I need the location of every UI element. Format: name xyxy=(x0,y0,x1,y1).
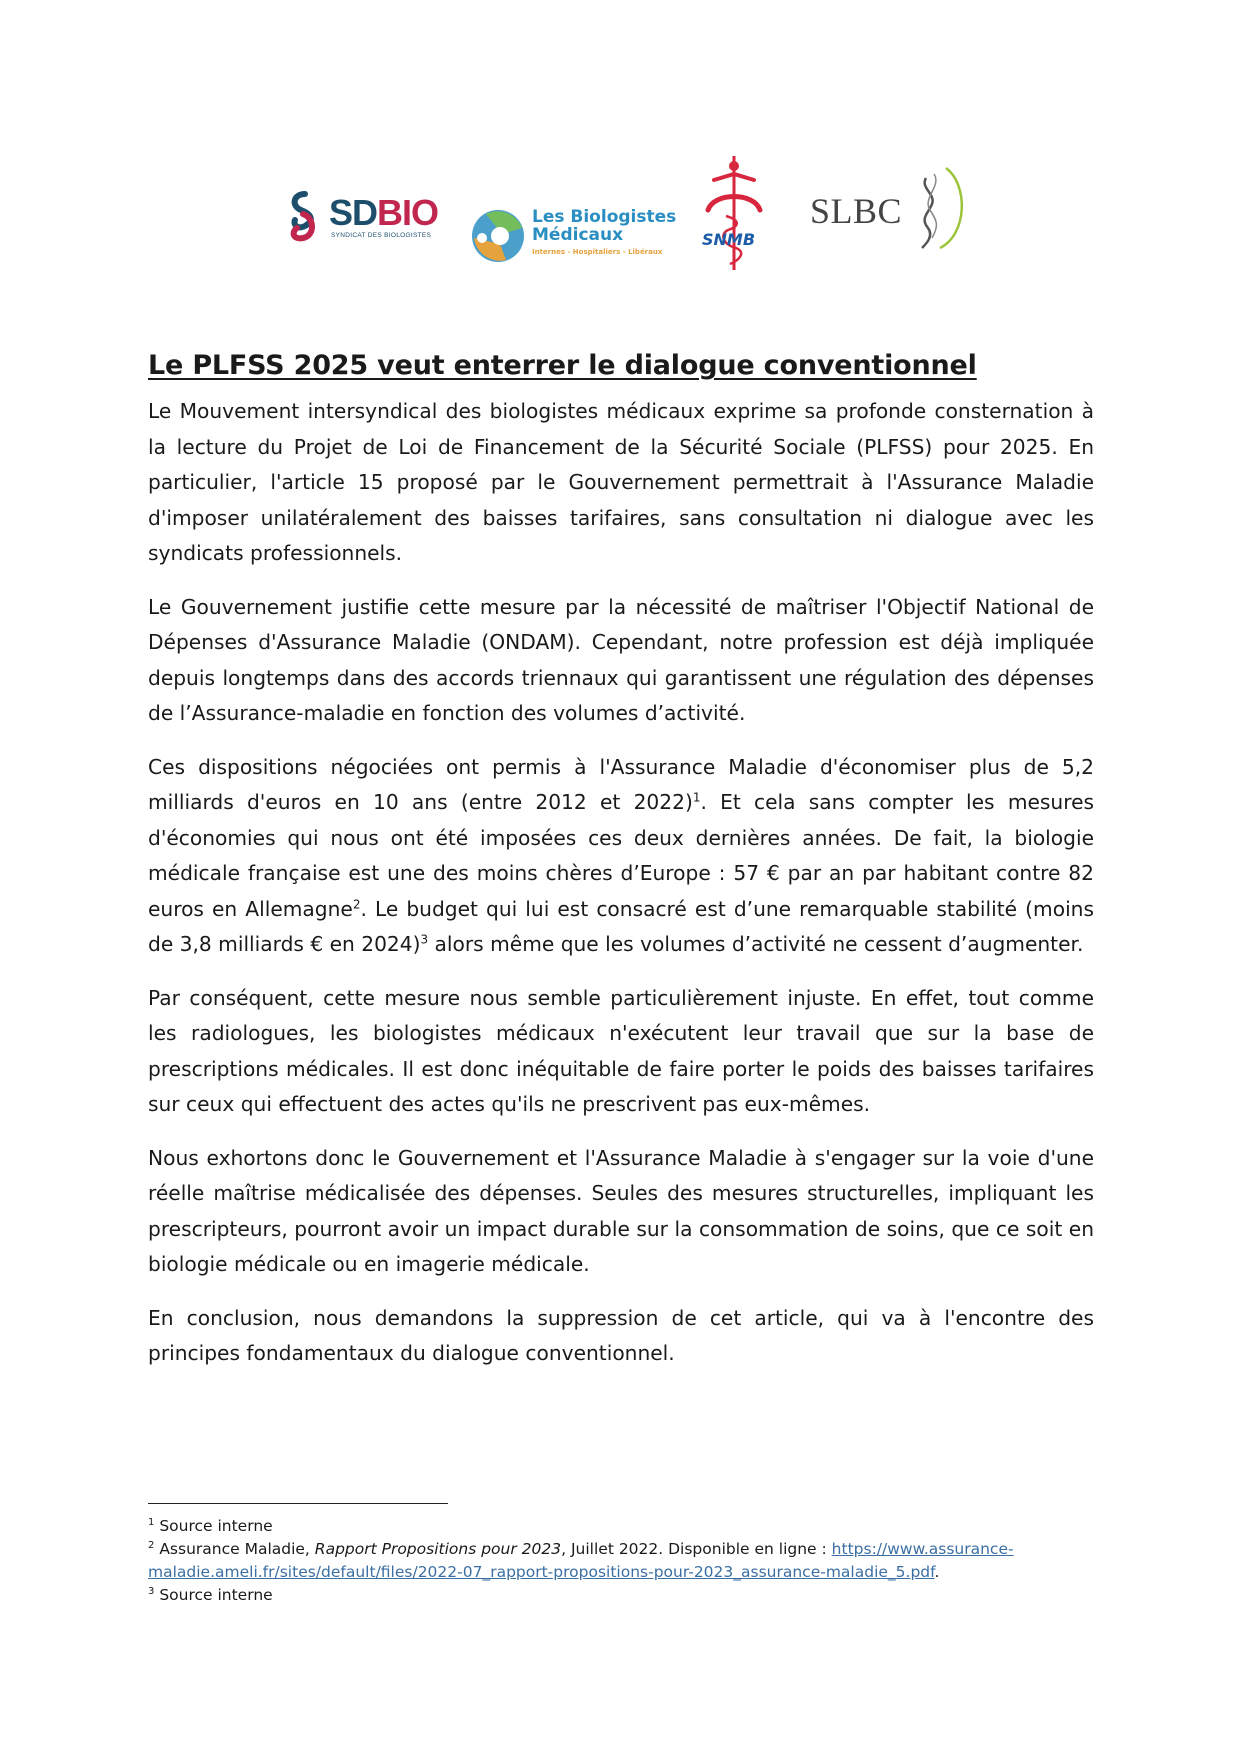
biologistes-subtitle: Internes - Hospitaliers - Libéraux xyxy=(532,248,663,256)
footnote-3: $^3$ Source interne xyxy=(148,1585,273,1604)
paragraph-1: Le Mouvement intersyndical des biologistes médicaux exprime sa profonde consternation à la lecture du Projet de Loi de Financement de la Sécurité Sociale (PLFSS) pour 2025. En particulier, l'article 15 proposé par le Gouvernement permettrait à l'Assurance Maladie d'imposer unilatéralement des baisses tarifaires, sans consultation ni dialogue avec les syndicats professionnels. xyxy=(148,399,1094,565)
footnote-1: $^1$ Source interne xyxy=(148,1516,273,1535)
snmb-logo xyxy=(700,152,770,276)
footnote-2-link[interactable]: https://www.assurance- maladie.ameli.fr/sites/default/files/2022-07_rapport-propositions-pour-2023_assurance-maladie_5.pdf xyxy=(148,1540,1014,1581)
paragraph-2: Le Gouvernement justifie cette mesure par la nécessité de maîtriser l'Objectif National de Dépenses d'Assurance Maladie (ONDAM). Cependant, notre profession est déjà impliquée depuis longtemps dans des accords triennaux qui garantissent une régulation des dépenses de l’Assurance-maladie en fonction des volumes d’activité. xyxy=(148,594,1094,725)
biologistes-medicaux-logo xyxy=(466,204,676,266)
biologistes-title: Les Biologistes Médicaux xyxy=(532,207,677,245)
sdbio-logo xyxy=(285,190,439,246)
paragraph-4: Par conséquent, cette mesure nous semble particulièrement injuste. En effet, tout comme les radiologues, les biologistes médicaux n'exécutent leur travail que sur la base de prescriptions médicales. Il est donc inéquitable de faire porter le poids des baisses tarifaires sur ceux qui effectuent des actes qu'ils ne prescrivent pas eux-mêmes. xyxy=(148,985,1094,1116)
snmb-caduceus-icon xyxy=(700,152,770,276)
footnotes xyxy=(148,1515,1094,1607)
paragraph-3: Ces dispositions négociées ont permis à l'Assurance Maladie d'économiser plus de 5,2 milliards d'euros en 10 ans (entre 2012 et 2022)$^1$. Et cela sans compter les mesures d'économies qui nous ont été imposées ces deux dernières années. De fait, la biologie médicale française est une des moins chères d’Europe : 57 € par an par habitant contre 82 euros en Allemagne$^2$. Le budget qui lui est consacré est d’une remarquable stabilité (moins de 3,8 milliards € en 2024)$^3$ alors même que les volumes d’activité ne cessent d’augmenter. xyxy=(148,754,1095,956)
slbc-logo xyxy=(810,164,970,254)
slbc-caduceus-icon xyxy=(906,164,970,254)
footnote-ref-1[interactable]: 1 xyxy=(692,790,701,805)
footnote-ref-3[interactable]: 3 xyxy=(420,932,429,947)
footnote-ref-2[interactable]: 2 xyxy=(352,896,361,911)
paragraph-5: Nous exhortons donc le Gouvernement et l'Assurance Maladie à s'engager sur la voie d'une réelle maîtrise médicalisée des dépenses. Seules des mesures structurelles, impliquant les prescripteurs, pourront avoir un impact durable sur la consommation de soins, que ce soit en biologie médicale ou en imagerie médicale. xyxy=(148,1145,1094,1276)
paragraph-6: En conclusion, nous demandons la suppression de cet article, qui va à l'encontre des principes fondamentaux du dialogue conventionnel. xyxy=(148,1305,1094,1365)
sdbio-emblem-icon xyxy=(285,190,325,244)
footnote-2: $^2$ Assurance Maladie, Rapport Propositions pour 2023, Juillet 2022. Disponible en ligne : https://www.assurance- maladie.ameli.fr/sites/default/files/2022-07_rapport-propositions-pour-2023_assurance-maladie_5.pdf. xyxy=(148,1539,1014,1581)
sdbio-wordmark: SDBIO xyxy=(329,192,439,233)
logo-row xyxy=(0,148,1241,278)
document-title: Le PLFSS 2025 veut enterrer le dialogue conventionnel xyxy=(148,350,977,381)
sdbio-subtitle: SYNDICAT DES BIOLOGISTES xyxy=(331,232,432,239)
slbc-wordmark: SLBC xyxy=(810,191,903,231)
footnote-separator xyxy=(148,1503,448,1504)
biologistes-emblem-icon xyxy=(466,204,528,266)
document-body xyxy=(148,348,1094,1390)
snmb-wordmark: SNMB xyxy=(702,230,756,249)
